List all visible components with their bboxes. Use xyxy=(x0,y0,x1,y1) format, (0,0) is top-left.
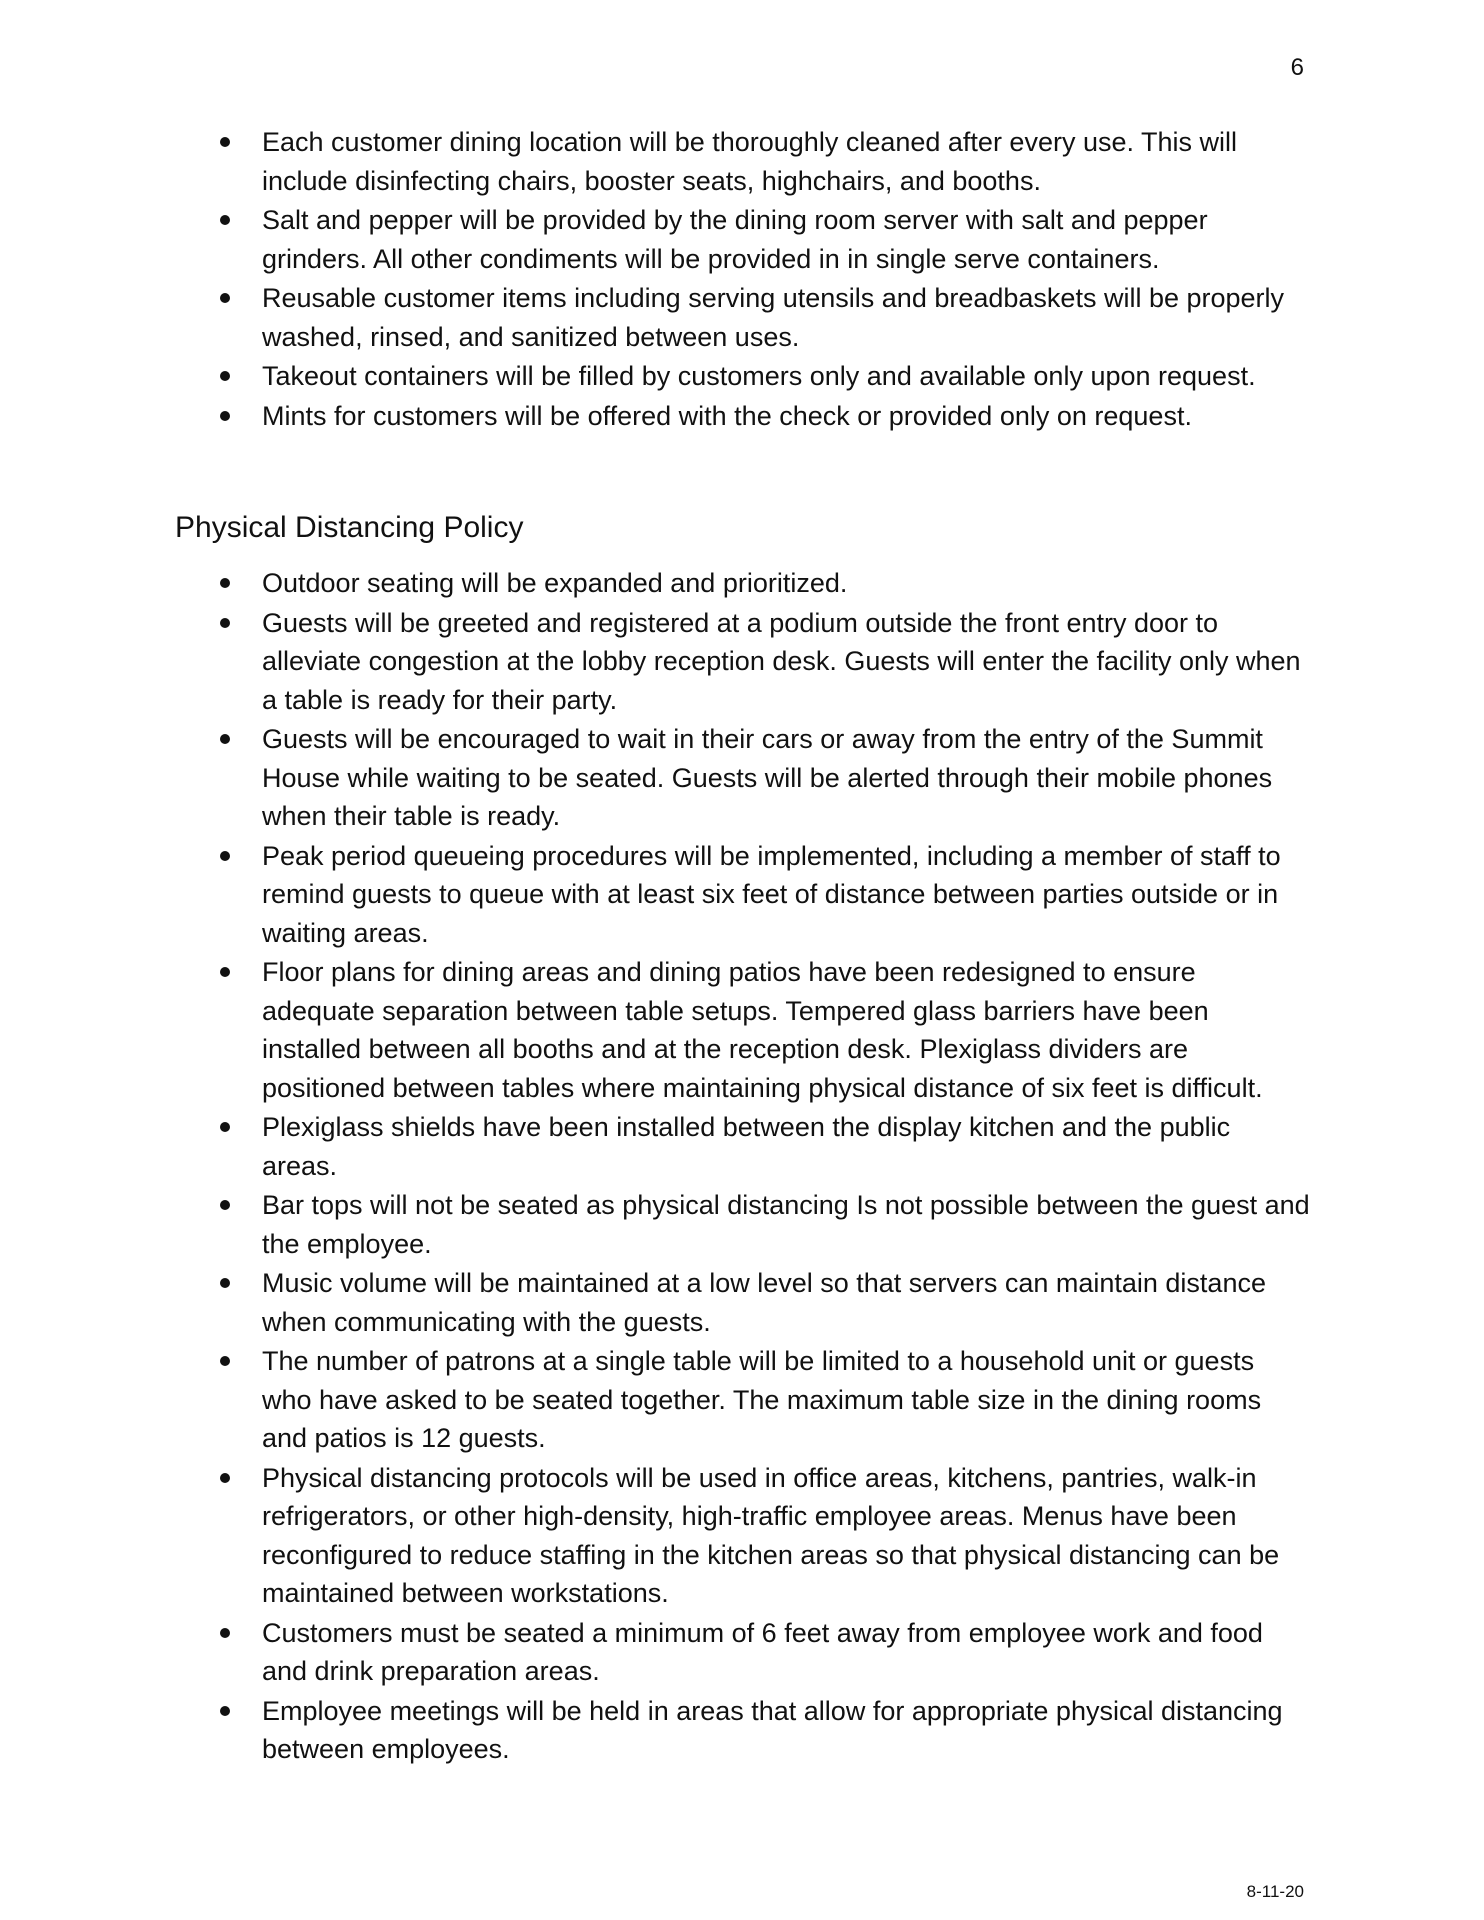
bullet-icon xyxy=(220,618,230,628)
bullet-icon xyxy=(220,1628,230,1638)
bullet-icon xyxy=(220,215,230,225)
bullet-icon xyxy=(220,1278,230,1288)
bullet-icon xyxy=(220,1200,230,1210)
cleaning-bullet-list xyxy=(216,123,1310,435)
list-item xyxy=(216,1342,1310,1458)
list-item-text: Salt and pepper will be provided by the dining room server with salt and pepper grinders. All other condiments will be provided in in single serve containers. xyxy=(262,205,1208,274)
list-item-text: Peak period queueing procedures will be implemented, including a member of staff to remind guests to queue with at least six feet of distance between parties outside or in waiting areas. xyxy=(262,840,1281,948)
bullet-icon xyxy=(220,293,230,303)
list-item-text: Music volume will be maintained at a low level so that servers can maintain distance when communicating with the guests. xyxy=(262,1268,1266,1337)
list-item xyxy=(216,123,1310,200)
list-item xyxy=(216,1186,1310,1263)
bullet-icon xyxy=(220,411,230,421)
bullet-icon xyxy=(220,578,230,588)
list-item xyxy=(216,564,1310,603)
list-item xyxy=(216,1108,1310,1185)
list-item-text: Floor plans for dining areas and dining patios have been redesigned to ensure adequate separation between table setups. Tempered glass barriers have been installed between all booths and at the reception desk. Plexiglass dividers are positioned between tables where maintaining physical distance of six feet is difficult. xyxy=(262,957,1263,1103)
bullet-icon xyxy=(220,371,230,381)
bullet-icon xyxy=(220,1122,230,1132)
list-item-text: Bar tops will not be seated as physical distancing Is not possible between the guest and the employee. xyxy=(262,1190,1310,1259)
footer-date: 8-11-20 xyxy=(1246,1882,1304,1901)
list-item xyxy=(216,604,1310,720)
list-item-text: Each customer dining location will be thoroughly cleaned after every use. This will include disinfecting chairs, booster seats, highchairs, and booths. xyxy=(262,127,1238,196)
list-item xyxy=(216,953,1310,1107)
list-item-text: Employee meetings will be held in areas that allow for appropriate physical distancing between employees. xyxy=(262,1695,1283,1764)
bullet-icon xyxy=(220,1706,230,1716)
list-item xyxy=(216,357,1310,396)
list-item-text: Physical distancing protocols will be used in office areas, kitchens, pantries, walk-in refrigerators, or other high-density, high-traffic employee areas. Menus have been reconfigured to reduce staffing in the kitchen areas so that physical distancing can be maintained between workstations. xyxy=(262,1462,1280,1608)
list-item-text: The number of patrons at a single table will be limited to a household unit or guests who have asked to be seated together. The maximum table size in the dining rooms and patios is 12 guests. xyxy=(262,1346,1262,1453)
page-number: 6 xyxy=(1290,54,1304,81)
bullet-icon xyxy=(220,734,230,744)
list-item-text: Outdoor seating will be expanded and prioritized. xyxy=(262,568,848,598)
list-item-text: Customers must be seated a minimum of 6 feet away from employee work and food and drink preparation areas. xyxy=(262,1617,1263,1686)
list-item-text: Guests will be greeted and registered at a podium outside the front entry door to alleviate congestion at the lobby reception desk. Guests will enter the facility only when a table is ready for their party. xyxy=(262,607,1301,715)
list-item xyxy=(216,1264,1310,1341)
section-heading: Physical Distancing Policy xyxy=(175,511,524,544)
bullet-icon xyxy=(220,967,230,977)
list-item-text: Guests will be encouraged to wait in their cars or away from the entry of the Summit House while waiting to be seated. Guests will be alerted through their mobile phones when their table is ready. xyxy=(262,724,1273,831)
list-item xyxy=(216,397,1310,436)
bullet-icon xyxy=(220,1356,230,1366)
list-item-text: Reusable customer items including serving utensils and breadbaskets will be properly washed, rinsed, and sanitized between uses. xyxy=(262,283,1285,352)
list-item-text: Mints for customers will be offered with the check or provided only on request. xyxy=(262,400,1192,431)
bullet-icon xyxy=(220,137,230,147)
distancing-bullet-list xyxy=(216,564,1310,1769)
list-item xyxy=(216,837,1310,953)
bullet-icon xyxy=(220,851,230,861)
list-item xyxy=(216,1459,1310,1613)
list-item-text: Plexiglass shields have been installed between the display kitchen and the public areas. xyxy=(262,1112,1231,1181)
list-item xyxy=(216,1692,1310,1769)
list-item xyxy=(216,720,1310,836)
list-item-text: Takeout containers will be filled by customers only and available only upon request. xyxy=(262,361,1256,391)
list-item xyxy=(216,1614,1310,1691)
bullet-icon xyxy=(220,1473,230,1483)
list-item xyxy=(216,201,1310,278)
list-item xyxy=(216,279,1310,356)
